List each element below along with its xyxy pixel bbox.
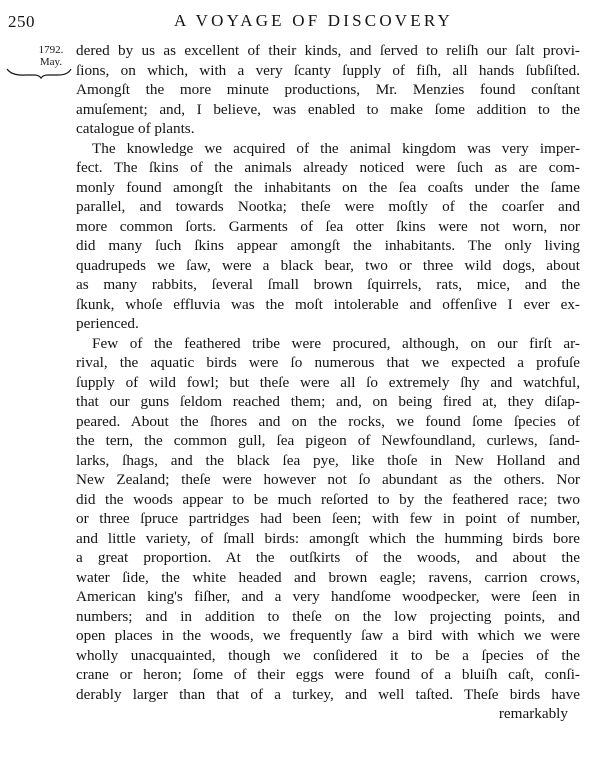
text-line: open places in the woods, we frequently ſaw a bird with which we were [76, 627, 580, 644]
margin-date-note [28, 44, 74, 68]
body-text [76, 41, 580, 724]
margin-year: 1792. [38, 44, 64, 56]
text-line: fect. The ſkins of the animals already noticed were ſuch as are com- [76, 159, 580, 176]
text-line: and little variety, of ſmall birds: amongſt which the humming birds bore [76, 529, 580, 547]
text-line: dered by us as excellent of their kinds, and ſerved to reliſh our ſalt provi- [76, 42, 580, 59]
text-line: ſkunk, whoſe effluvia was the moſt intolerable and offenſive I ever ex- [76, 295, 580, 313]
text-line: water ſide, the white headed and brown eagle; ravens, carrion crows, [76, 568, 580, 586]
text-line: parallel, and towards Nootka; theſe were moſtly of the coarſer and [76, 198, 580, 215]
text-line: Amongſt the more minute productions, Mr. Menzies found conſtant [76, 81, 580, 98]
text-line: wholly unacquainted, though we conſidered it to be a ſpecies of the [76, 646, 580, 664]
text-line: perienced. [76, 315, 139, 332]
text-line: more common ſorts. Garments of ſea otter ſkins were not worn, nor [76, 217, 580, 235]
text-line: as many rabbits, ſeveral ſmall brown ſquirrels, rats, mice, and the [76, 276, 580, 293]
text-line: rival, the aquatic birds were ſo numerous that we expected a profuſe [76, 354, 580, 371]
text-line: ſupply of wild fowl; but theſe were all ſo extremely ſhy and watchful, [76, 373, 580, 391]
page-number: 250 [8, 12, 35, 31]
text-line: New Zealand; theſe were however not ſo abundant as the others. Nor [76, 471, 580, 488]
text-line: numbers; and in addition to theſe on the low projecting points, and [76, 607, 580, 625]
text-line: peared. About the ſhores and on the rocks, we found ſome ſpecies of [76, 412, 580, 430]
text-line: a great proportion. At the outſkirts of the woods, and about the [76, 549, 580, 566]
text-line: derably larger than that of a turkey, and well taſted. Theſe birds have [76, 685, 580, 703]
text-line: did many ſuch ſkins appear amongſt the inhabitants. The only living [76, 237, 580, 254]
text-line: quadrupeds we ſaw, were a black bear, two or three wild dogs, about [76, 256, 580, 274]
text-line: did the woods appear to be much reſorted to by the feathered race; two [76, 490, 580, 508]
text-line: crane or heron; ſome of their eggs were found of a bluiſh caſt, conſi- [76, 666, 580, 683]
text-line: larks, ſhags, and the black ſea pye, like thoſe in New Holland and [76, 451, 580, 469]
text-line: Few of the feathered tribe were procured, although, on our firſt ar- [92, 334, 580, 352]
text-line: ſions, on which, with a very ſcanty ſupply of fiſh, all hands ſubſiſted. [76, 61, 580, 79]
text-line: the tern, the common gull, ſea pigeon of Newfoundland, curlews, ſand- [76, 432, 580, 449]
brace-ornament [6, 67, 72, 79]
margin-month: May. [39, 56, 63, 68]
text-line: that our guns ſeldom reached them; and, on being fired at, they diſap- [76, 393, 580, 410]
running-head: A VOYAGE OF DISCOVERY [174, 11, 453, 30]
text-line: or three ſpruce partridges had been ſeen; with few in point of number, [76, 510, 580, 527]
text-line: American king's fiſher, and a very handſome woodpecker, were ſeen in [76, 588, 580, 605]
text-line: catalogue of plants. [76, 120, 195, 137]
text-line: amuſement; and, I believe, was enabled to make ſome addition to the [76, 100, 580, 118]
text-line: The knowledge we acquired of the animal kingdom was very imper- [92, 139, 580, 157]
text-line: remarkably [498, 705, 568, 722]
text-line: monly found amongſt the inhabitants on the ſea coaſts under the ſame [76, 178, 580, 196]
